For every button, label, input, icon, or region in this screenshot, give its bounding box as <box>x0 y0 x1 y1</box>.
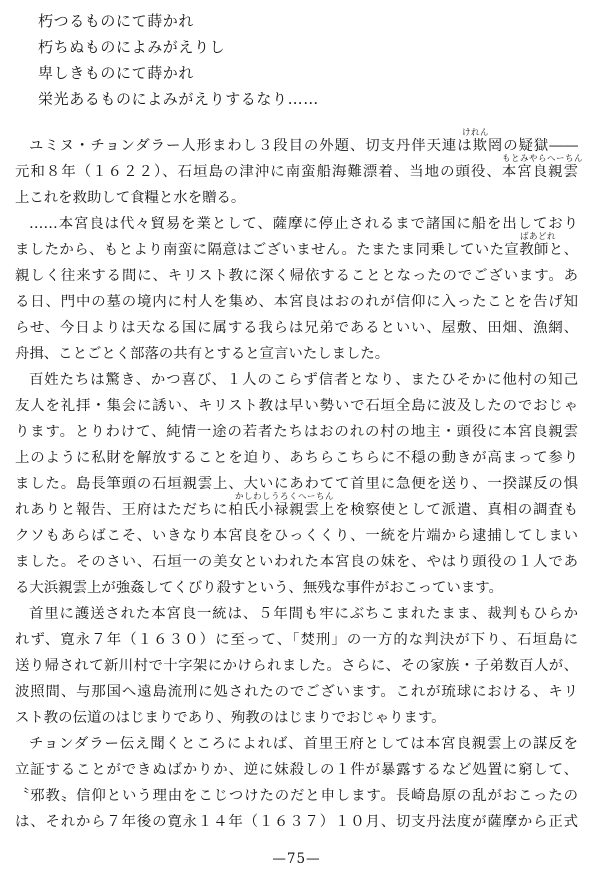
text-line <box>15 269 578 284</box>
text-line-content: れず、寛永７年（１６３０）に至って、「焚刑」の一方的な判決が下り、石垣島に <box>15 632 578 648</box>
text-line <box>15 763 578 778</box>
text-line <box>15 154 584 180</box>
ruby-annotation: もとみやらへーちん <box>502 154 584 164</box>
text-line-content: らせ、今日よりは天なる国に属する我らは兄弟であるといい、屋敷、田畑、漁網、 <box>15 320 578 336</box>
text-line-content: チョンダラー伝え聞くところによれば、首里王府としては本宮良親雲上の謀反を <box>29 736 578 752</box>
text-line <box>15 555 578 570</box>
text-line <box>15 659 578 674</box>
text-line-content: れありと報告、王府はただちに柏氏小禄親雲上を検察使として派遣、真相の調査も <box>15 502 578 518</box>
text-line <box>15 373 578 388</box>
text-line <box>15 321 578 336</box>
text-line <box>15 737 578 752</box>
poem-line: 栄光あるものによみがえりするなり…… <box>38 90 319 108</box>
body-text <box>15 128 584 841</box>
text-line-content: 送り帰されて新川村で十字架にかけられました。さらに、その家族・子弟数百人が、 <box>15 658 578 674</box>
text-line-content: クソもあらばこそ、いきなり本宮良をひっくくり、一統を片端から逮捕してしまい <box>15 528 578 544</box>
text-line <box>15 425 578 440</box>
poem-line: 朽つるものにて蒔かれ <box>38 12 195 30</box>
text-line <box>15 191 578 206</box>
text-line-content: 上のように私財を解放することを迫り、あちらこちらに不穏の動きが高まって参り <box>15 450 578 466</box>
text-line-content: ました。島長筆頭の石垣親雲上、大いにあわてて首里に急便を送り、一揆謀反の惧 <box>15 476 578 492</box>
text-line <box>15 399 578 414</box>
text-line-content: 友人を礼拝・集会に誘い、キリスト教は早い勢いで石垣全島に波及したのでおじゃ <box>15 398 578 414</box>
text-line-content: 百姓たちは驚き、かつ喜び、１人のこらず信者となり、またひそかに他村の知己 <box>29 372 578 388</box>
text-line-content: 舟揖、ことごとく部落の共有とすると宣言いたしました。 <box>15 346 390 362</box>
text-line-content: ……本宮良は代々貿易を業として、薩摩に停止されるまで諸国に船を出しており <box>29 216 578 232</box>
text-line <box>15 232 578 258</box>
text-line <box>15 217 578 232</box>
text-line <box>15 451 578 466</box>
text-line <box>15 295 578 310</box>
text-line <box>15 815 578 830</box>
text-line <box>15 477 578 492</box>
text-line-content: スト教の伝道のはじまりであり、殉教のはじまりでおじゃります。 <box>15 710 446 726</box>
text-line-content: 親しく往来する間に、キリスト教に深く帰依することとなったのでございます。あ <box>15 268 578 284</box>
poem-line: 朽ちぬものによみがえりし <box>38 38 226 56</box>
ruby-annotation: ばあどれ <box>520 232 557 242</box>
text-line-content: は、それから７年後の寛永１４年（１６３７）１０月、切支丹法度が薩摩から正式 <box>15 814 578 830</box>
text-line-content: 元和８年（１６２２）、石垣島の津沖に南蛮船海難漂着、当地の頭役、本宮良親雲 <box>15 164 578 180</box>
text-line <box>15 529 578 544</box>
text-line-content: ました。そのさい、石垣一の美女といわれた本宮良の妹を、やはり頭役の１人であ <box>15 554 578 570</box>
text-line-content: る大浜親雲上が強姦してくびり殺すという、無残な事件がおこっています。 <box>15 580 503 596</box>
text-line-content: ります。とりわけて、純情一途の若者たちはおのれの村の地主・頭役に本宮良親雲 <box>15 424 578 440</box>
text-line-content: 上これを救助して食糧と水を贈る。 <box>15 190 246 206</box>
page-number: —75— <box>272 851 321 867</box>
text-line <box>15 789 578 804</box>
text-line <box>15 492 578 518</box>
ruby-annotation: かしわしうろくへーちん <box>235 492 335 502</box>
text-line <box>15 633 578 648</box>
text-line <box>15 128 578 154</box>
text-line-content: 立証することができぬばかりか、逆に妹殺しの１件が暴露するなど処置に窮して、 <box>15 762 578 778</box>
text-line <box>15 347 578 362</box>
text-line-content: る日、門中の墓の境内に村人を集め、本宮良はおのれが信仰に入ったことを告げ知 <box>15 294 578 310</box>
text-line <box>15 711 578 726</box>
text-line-content: 〝邪教〟信仰という理由をこじつけたのだと申します。長崎島原の乱がおこったの <box>15 788 578 804</box>
poem-block <box>38 14 558 118</box>
text-line <box>15 607 578 622</box>
text-line-content: 波照間、与那国へ遠島流刑に処されたのでございます。これが琉球における、キリ <box>15 684 578 700</box>
text-line-content: 首里に護送された本宮良一統は、５年間も牢にぶちこまれたまま、裁判もひらか <box>29 606 578 622</box>
ruby-annotation: けれん <box>462 128 490 138</box>
text-line-content: ユミヌ・チョンダラー人形まわし３段目の外題、切支丹伴天連は欺罔の疑獄―― <box>29 138 578 154</box>
text-line-content: ましたから、もとより南蛮に隔意はございません。たまたま同乗していた宣教師と、 <box>15 242 578 258</box>
poem-line: 卑しきものにて蒔かれ <box>38 64 195 82</box>
text-line <box>15 581 578 596</box>
text-line <box>15 685 578 700</box>
